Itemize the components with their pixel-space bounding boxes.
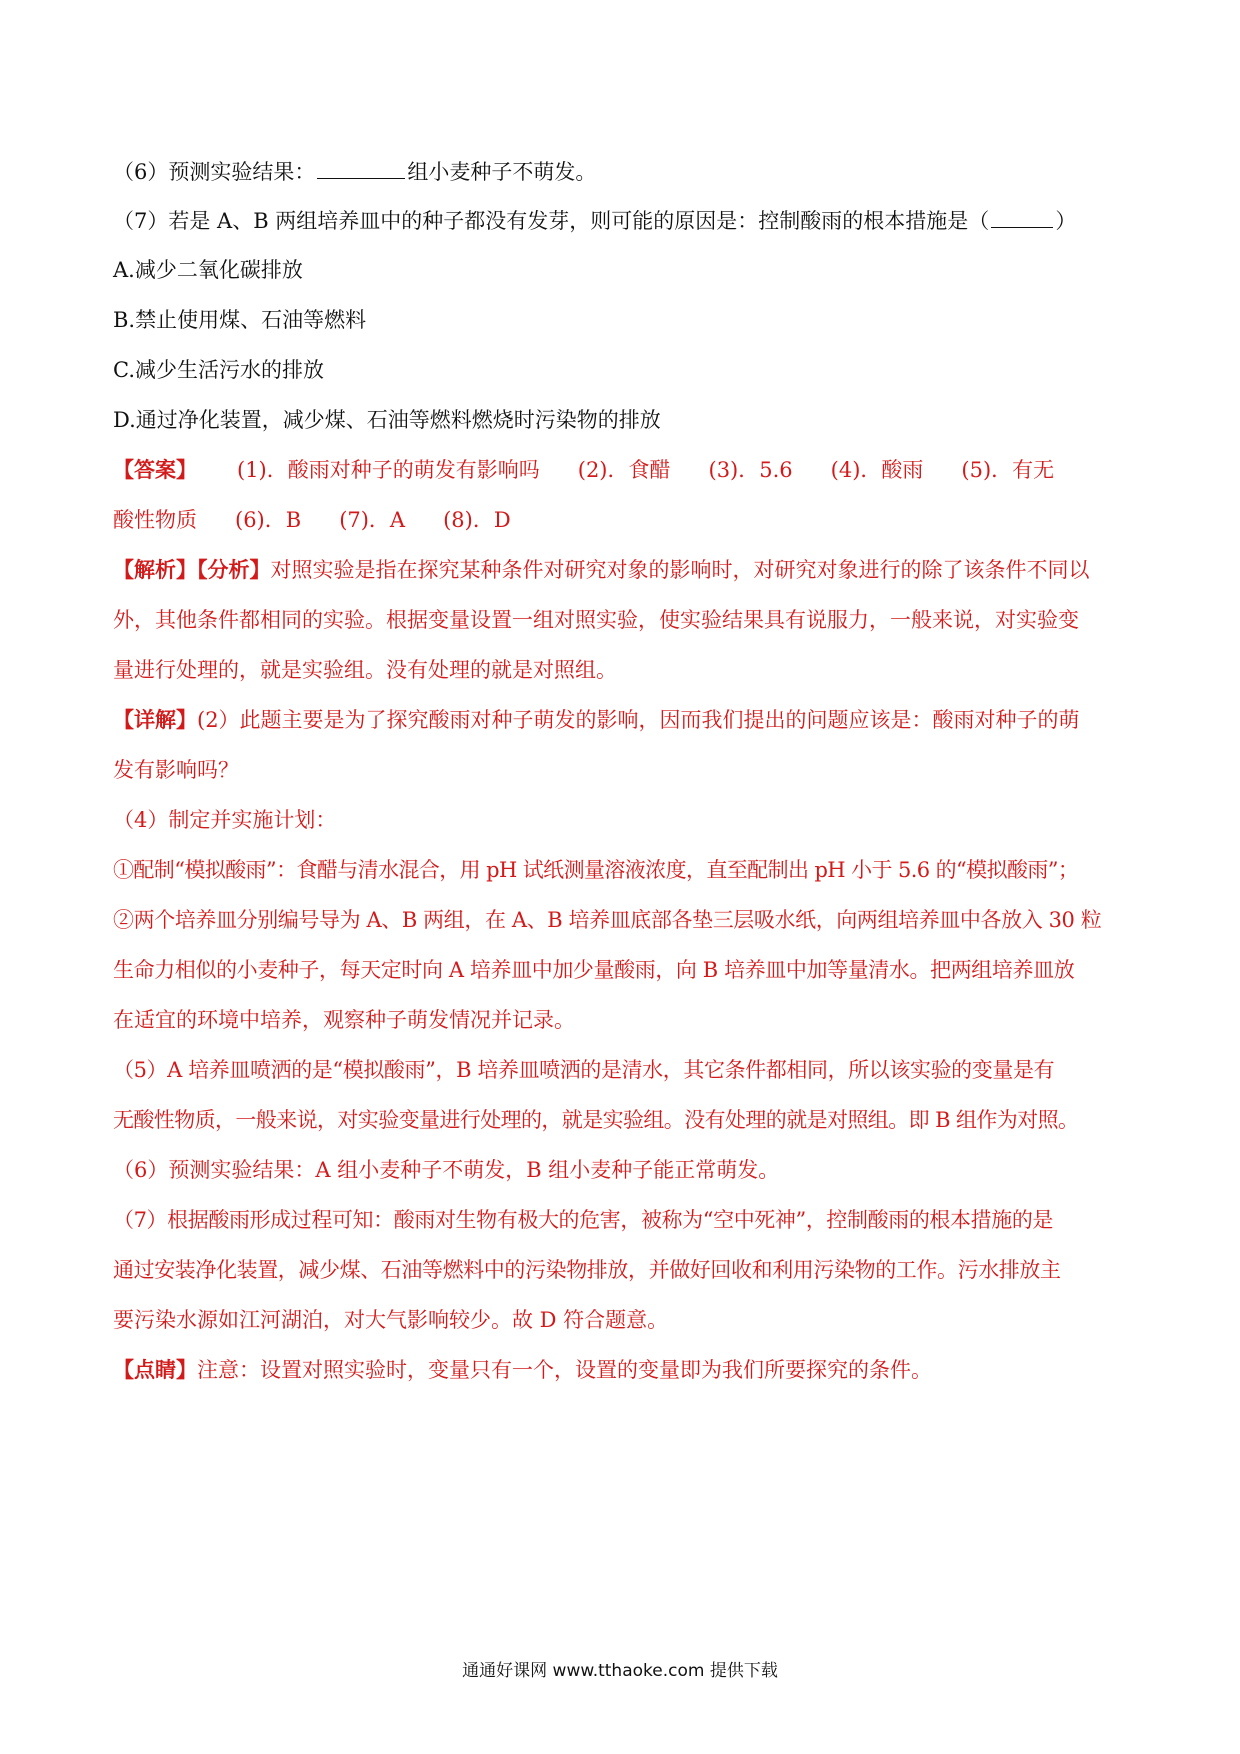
detail-text: (2）此题主要是为了探究酸雨对种子萌发的影响，因而我们提出的问题应该是：酸雨对种子的萌 xyxy=(197,708,1080,732)
answer-blank xyxy=(991,207,1053,228)
note-text: 注意：设置对照实验时，变量只有一个，设置的变量即为我们所要探究的条件。 xyxy=(197,1358,932,1382)
answer-item: (1)．酸雨对种子的萌发有影响吗 xyxy=(237,458,540,482)
question-7-suffix: ） xyxy=(1055,209,1077,233)
answer-item: (4)．酸雨 xyxy=(830,458,924,482)
analysis-tag: 【解析】【分析】 xyxy=(113,557,271,582)
answer-item: 酸性物质 xyxy=(113,508,197,532)
detail-line-4: ①配制“模拟酸雨”：食醋与清水混合，用 pH 试纸测量溶液浓度，直至配制出 pH 小于 5.6 的“模拟酸雨”； xyxy=(113,858,1079,882)
answer-item: (7)．A xyxy=(339,508,406,532)
note-tag: 【点睛】 xyxy=(113,1357,197,1382)
detail-tag: 【详解】 xyxy=(113,707,197,732)
option-d: D.通过净化装置，减少煤、石油等燃料燃烧时污染物的排放 xyxy=(113,408,661,432)
detail-line-13: 要污染水源如江河湖泊，对大气影响较少。故 D 符合题意。 xyxy=(113,1308,669,1332)
answer-tag: 【答案】 xyxy=(113,457,197,482)
detail-line-5: ②两个培养皿分别编号导为 A、B 两组，在 A、B 培养皿底部各垫三层吸水纸，向两组培养皿中各放入 30 粒 xyxy=(113,908,1102,932)
detail-line-11: （7）根据酸雨形成过程可知：酸雨对生物有极大的危害，被称为“空中死神”，控制酸雨的根本措施的是 xyxy=(113,1208,1054,1232)
option-c: C.减少生活污水的排放 xyxy=(113,358,324,382)
answer-item: (5)．有无 xyxy=(961,458,1055,482)
answer-item: (3)．5.6 xyxy=(708,458,793,482)
question-7 xyxy=(113,206,1133,236)
detail-line-9: 无酸性物质，一般来说，对实验变量进行处理的，就是实验组。没有处理的就是对照组。即 B 组作为对照。 xyxy=(113,1108,1079,1132)
detail-line-8: （5）A 培养皿喷洒的是“模拟酸雨”，B 培养皿喷洒的是清水，其它条件都相同，所以该实验的变量是有 xyxy=(113,1058,1055,1082)
detail-line-12: 通过安装净化装置，减少煤、石油等燃料中的污染物排放，并做好回收和利用污染物的工作。污水排放主 xyxy=(113,1258,1061,1282)
question-6-prefix: （6）预测实验结果： xyxy=(113,160,316,184)
answer-line-2 xyxy=(113,505,1133,535)
detail-line-1 xyxy=(113,705,1133,735)
analysis-text: 对照实验是指在探究某种条件对研究对象的影响时，对研究对象进行的除了该条件不同以 xyxy=(270,558,1090,582)
question-7-prefix: （7）若是 A、B 两组培养皿中的种子都没有发芽，则可能的原因是：控制酸雨的根本措施是（ xyxy=(113,209,990,233)
analysis-line-3: 量进行处理的，就是实验组。没有处理的就是对照组。 xyxy=(113,658,617,682)
answer-blank xyxy=(317,158,405,179)
question-6-suffix: 组小麦种子不萌发。 xyxy=(407,160,597,184)
option-a: A.减少二氧化碳排放 xyxy=(113,258,303,282)
detail-line-2: 发有影响吗？ xyxy=(113,758,239,782)
detail-line-3: （4）制定并实施计划： xyxy=(113,808,337,832)
answer-line-1 xyxy=(113,455,1133,485)
detail-line-10: （6）预测实验结果：A 组小麦种子不萌发，B 组小麦种子能正常萌发。 xyxy=(113,1158,780,1182)
option-b: B.禁止使用煤、石油等燃料 xyxy=(113,308,367,332)
detail-line-6: 生命力相似的小麦种子，每天定时向 A 培养皿中加少量酸雨，向 B 培养皿中加等量清水。把两组培养皿放 xyxy=(113,958,1075,982)
page-footer: 通通好课网 www.tthaoke.com 提供下载 xyxy=(462,1661,778,1681)
note-line xyxy=(113,1355,1133,1385)
answer-item: (2)．食醋 xyxy=(577,458,671,482)
answer-item: (8)．D xyxy=(443,508,511,532)
analysis-line-1 xyxy=(113,555,1133,585)
answer-item: (6)．B xyxy=(235,508,302,532)
question-6 xyxy=(113,157,1133,187)
analysis-line-2: 外，其他条件都相同的实验。根据变量设置一组对照实验，使实验结果具有说服力，一般来说，对实验变 xyxy=(113,608,1079,632)
detail-line-7: 在适宜的环境中培养，观察种子萌发情况并记录。 xyxy=(113,1008,575,1032)
